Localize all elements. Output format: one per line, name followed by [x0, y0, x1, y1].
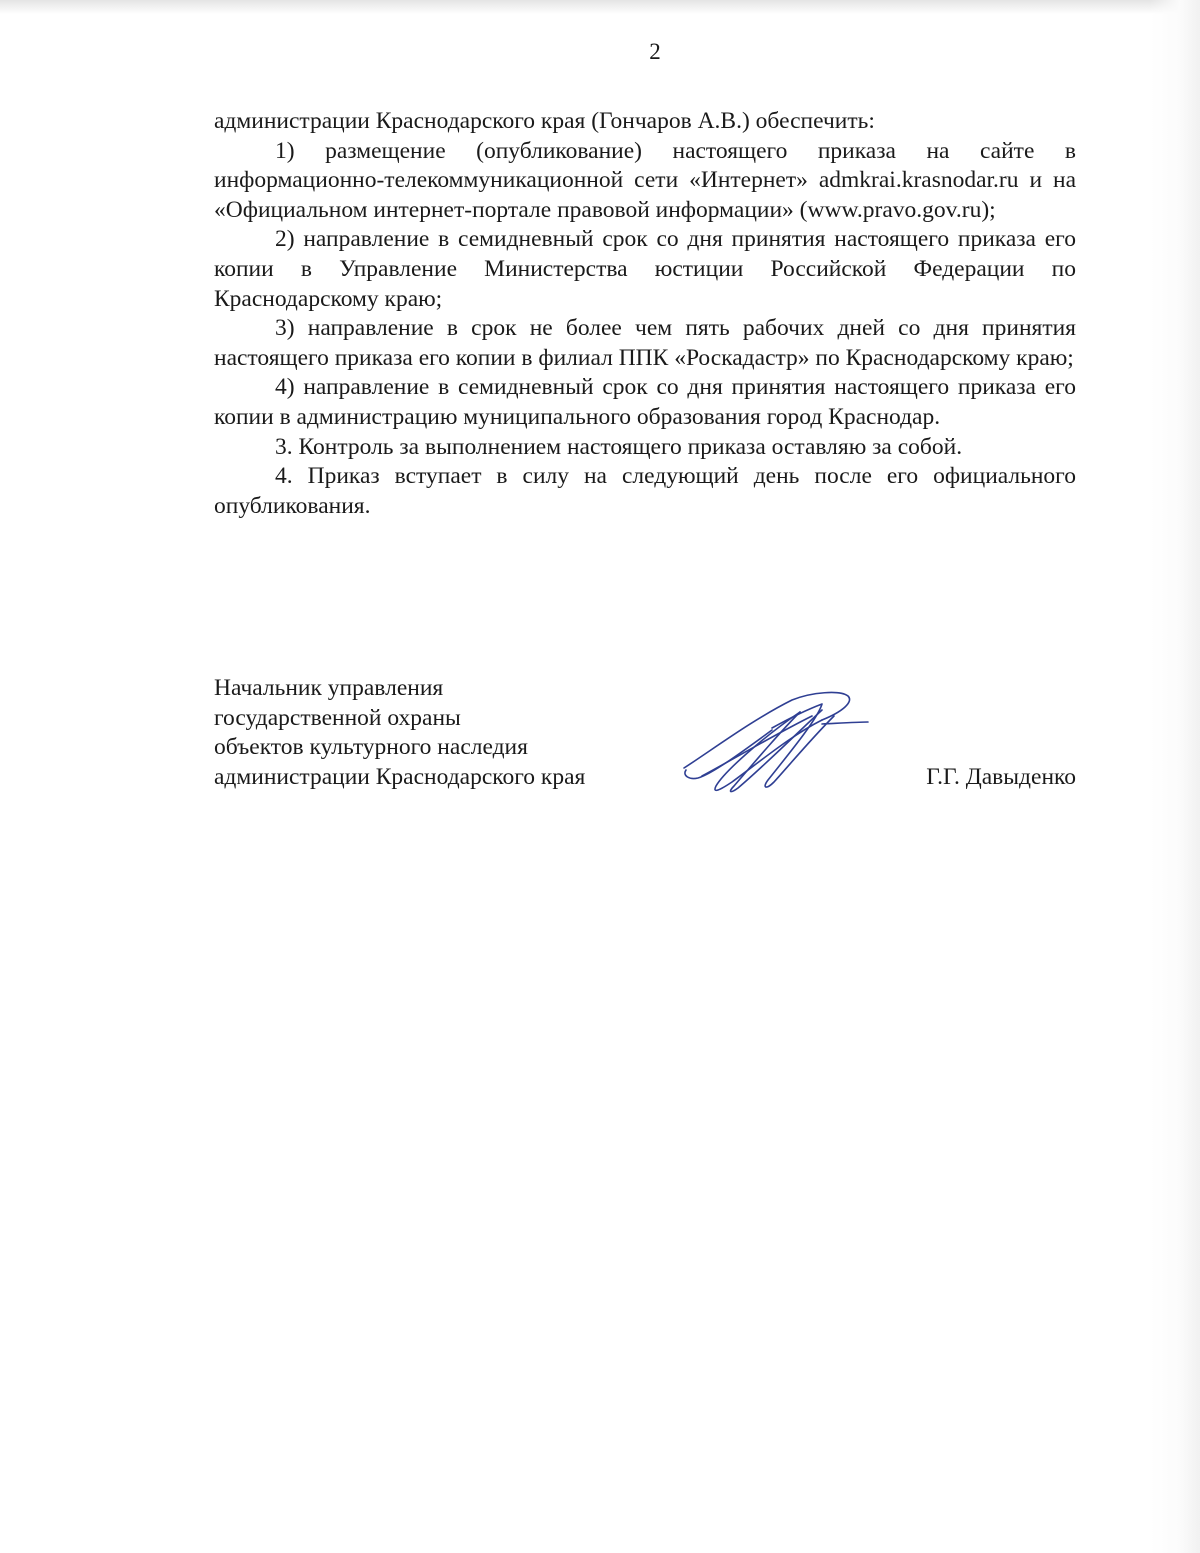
- paragraph-control-clause: 3. Контроль за выполнением настоящего приказа оставляю за собой.: [275, 433, 963, 460]
- signer-position-line: администрации Краснодарского края: [214, 763, 586, 790]
- paragraph-item-4: 4) направление в семидневный срок со дня принятия настоящего приказа его копии в администрацию муниципального образования город Краснодар.: [214, 374, 1076, 430]
- signer-name: Г.Г. Давыденко: [926, 763, 1076, 790]
- paragraph-effective-date-clause: 4. Приказ вступает в силу на следующий день после его официального опубликования.: [214, 463, 1076, 519]
- page-number: 2: [649, 39, 661, 64]
- paragraph-item-1: 1) размещение (опубликование) настоящего приказа на сайте в информационно-телекоммуникационной сети «Интернет» admkrai.krasnodar.ru и на «Официальном интернет-портале правовой информации» (www.pravo.gov.ru);: [214, 137, 1076, 223]
- document-body: [214, 107, 1076, 521]
- signature-block: [214, 674, 1076, 792]
- scan-top-edge: [0, 0, 1200, 14]
- paragraph-item-3: 3) направление в срок не более чем пять рабочих дней со дня принятия настоящего приказа его копии в филиал ППК «Роскадастр» по Краснодарскому краю;: [214, 315, 1076, 371]
- handwritten-signature: [672, 690, 872, 800]
- signer-position-line: Начальник управления: [214, 675, 444, 701]
- signer-position-line: объектов культурного наследия: [214, 734, 528, 761]
- paragraph-item-2: 2) направление в семидневный срок со дня принятия настоящего приказа его копии в Управление Министерства юстиции Российской Федерации по Краснодарскому краю;: [214, 226, 1076, 312]
- paragraph-continuation: администрации Краснодарского края (Гончаров А.В.) обеспечить:: [214, 108, 875, 134]
- signer-position-line: государственной охраны: [214, 704, 461, 731]
- scan-right-edge: [1150, 0, 1200, 1553]
